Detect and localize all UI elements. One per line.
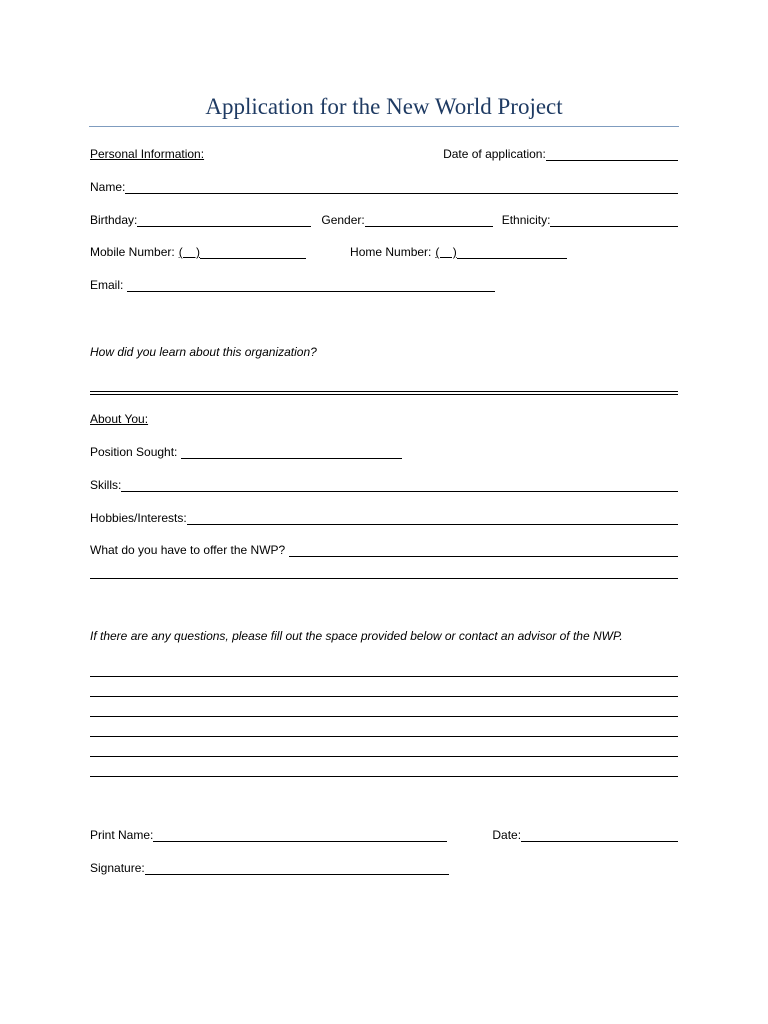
personal-info-heading: Personal Information: (90, 147, 205, 161)
print-name-label: Print Name: (90, 828, 154, 842)
title-divider (89, 126, 679, 127)
birthday-field[interactable] (137, 225, 311, 227)
hobbies-label: Hobbies/Interests: (90, 511, 187, 525)
date-field[interactable] (521, 840, 678, 842)
home-number-field[interactable] (457, 257, 567, 259)
questions-line-4[interactable] (90, 736, 678, 737)
signature-label: Signature: (90, 861, 145, 875)
name-label: Name: (90, 180, 126, 194)
hobbies-field[interactable] (187, 523, 678, 525)
form-title: Application for the New World Project (205, 94, 563, 119)
phone-row (90, 243, 678, 261)
about-you-heading: About You: (90, 412, 149, 426)
questions-line-5[interactable] (90, 756, 678, 757)
offer-continuation-line[interactable] (90, 578, 678, 579)
hobbies-row (90, 509, 678, 527)
home-number-label: Home Number: (350, 245, 432, 259)
questions-line-6[interactable] (90, 776, 678, 777)
mobile-number-field[interactable] (200, 257, 306, 259)
skills-row (90, 476, 678, 494)
skills-field[interactable] (121, 490, 678, 492)
skills-label: Skills: (90, 478, 122, 492)
home-area-code-field[interactable]: ( ) (435, 245, 457, 259)
questions-line-1[interactable] (90, 676, 678, 677)
about-you-header-row (90, 410, 678, 428)
signature-field[interactable] (145, 873, 449, 875)
position-sought-field[interactable] (181, 457, 402, 459)
mobile-number-label: Mobile Number: (90, 245, 175, 259)
position-sought-label: Position Sought: (90, 445, 178, 459)
print-name-date-row (90, 826, 678, 844)
email-label: Email: (90, 278, 124, 292)
name-field[interactable] (125, 192, 678, 194)
birthday-label: Birthday: (90, 213, 138, 227)
print-name-field[interactable] (153, 840, 447, 842)
offer-row (90, 541, 678, 559)
personal-header-row (90, 145, 678, 163)
offer-field[interactable] (289, 555, 678, 557)
ethnicity-field[interactable] (550, 225, 678, 227)
questions-line-2[interactable] (90, 696, 678, 697)
gender-label: Gender: (321, 213, 365, 227)
gender-field[interactable] (365, 225, 493, 227)
learn-answer-line-1[interactable] (90, 391, 678, 392)
name-row (90, 178, 678, 196)
date-of-application-label: Date of application: (443, 147, 546, 161)
offer-label: What do you have to offer the NWP? (90, 543, 286, 557)
position-row (90, 443, 678, 461)
ethnicity-label: Ethnicity: (501, 213, 551, 227)
mobile-area-code-field[interactable]: ( ) (178, 245, 201, 259)
questions-line-3[interactable] (90, 716, 678, 717)
date-label: Date: (492, 828, 522, 842)
signature-row (90, 859, 678, 877)
birthday-gender-ethnicity-row (90, 211, 678, 229)
learn-about-question: How did you learn about this organization? (90, 345, 317, 359)
date-of-application-field[interactable] (546, 159, 678, 161)
email-field[interactable] (127, 290, 495, 292)
email-row (90, 276, 678, 294)
questions-note: If there are any questions, please fill out the space provided below or contact an advisor of the NWP. (90, 629, 623, 643)
learn-answer-line-2[interactable] (90, 394, 678, 395)
